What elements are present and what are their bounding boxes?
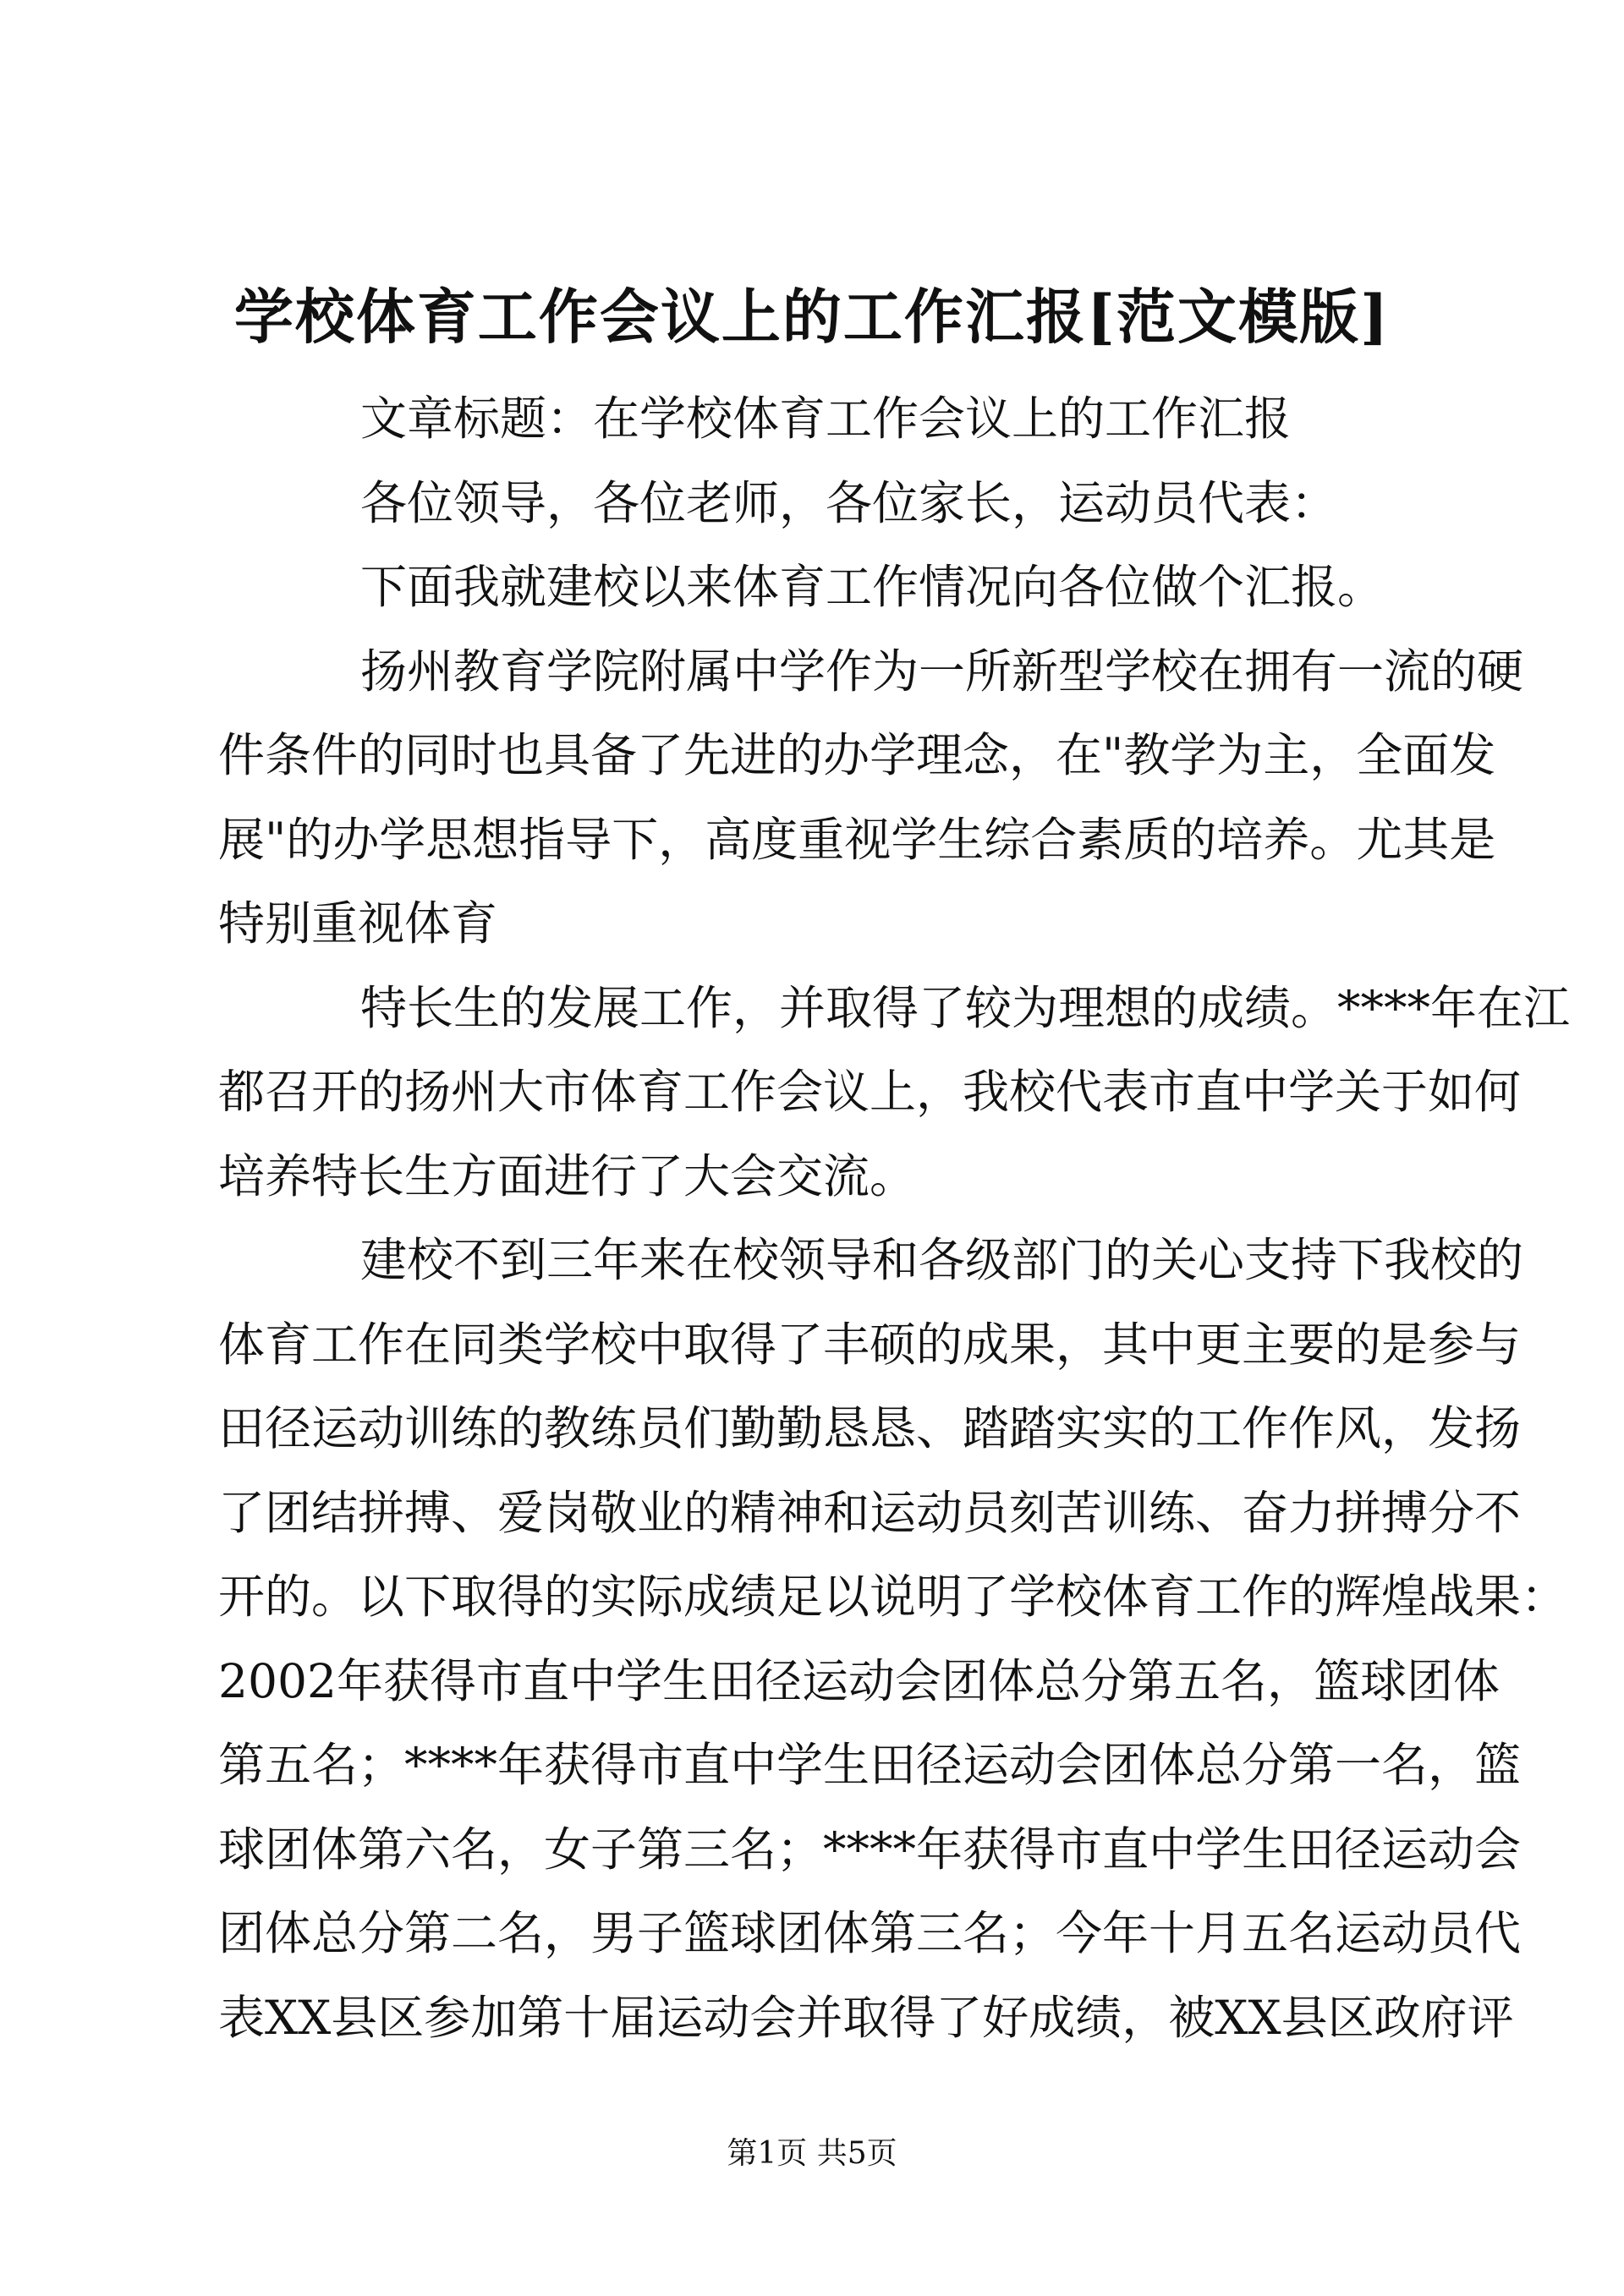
text-line: 特别重视体育: [218, 896, 498, 951]
text-line: 了团结拼搏、爱岗敬业的精神和运动员刻苦训练、奋力拼搏分不: [218, 1485, 1522, 1540]
text-line: 第五名；****年获得市直中学生田径运动会团体总分第一名，篮: [218, 1738, 1522, 1792]
text-line: 体育工作在同类学校中取得了丰硕的成果，其中更主要的是参与: [218, 1317, 1522, 1372]
text-line: 团体总分第二名，男子篮球团体第三名；今年十月五名运动员代: [218, 1906, 1522, 1960]
text-line: 2002年获得市直中学生田径运动会团体总分第五名，篮球团体: [218, 1653, 1500, 1708]
text-line: 培养特长生方面进行了大会交流。: [218, 1148, 917, 1203]
text-line: 都召开的扬州大市体育工作会议上，我校代表市直中学关于如何: [218, 1065, 1522, 1119]
text-line: 特长生的发展工作，并取得了较为理想的成绩。****年在江: [360, 980, 1571, 1035]
page-footer: 第1页 共5页: [727, 2136, 897, 2171]
document-title: 学校体育工作会议上的工作汇报[范文模版]: [233, 282, 1391, 352]
text-line: 件条件的同时也具备了先进的办学理念，在"教学为主，全面发: [218, 728, 1496, 782]
text-line: 田径运动训练的教练员们勤勤恳恳、踏踏实实的工作作风，发扬: [218, 1401, 1522, 1455]
text-line: 表XX县区参加第十届运动会并取得了好成绩，被XX县区政府评: [218, 1990, 1514, 2045]
text-line: 各位领导，各位老师，各位家长，运动员代表：: [360, 475, 1338, 530]
text-line: 开的。以下取得的实际成绩足以说明了学校体育工作的辉煌战果：: [218, 1570, 1568, 1624]
text-line: 展"的办学思想指导下，高度重视学生综合素质的培养。尤其是: [218, 812, 1496, 867]
document-body: [218, 377, 1571, 2060]
text-line: 球团体第六名，女子第三名；****年获得市直中学生田径运动会: [218, 1822, 1522, 1877]
text-line: 文章标题：在学校体育工作会议上的工作汇报: [360, 392, 1292, 446]
text-line: 扬州教育学院附属中学作为一所新型学校在拥有一流的硬: [360, 644, 1524, 699]
text-line: 下面我就建校以来体育工作情况向各位做个汇报。: [360, 560, 1385, 614]
text-line: 建校不到三年来在校领导和各级部门的关心支持下我校的: [360, 1233, 1524, 1287]
